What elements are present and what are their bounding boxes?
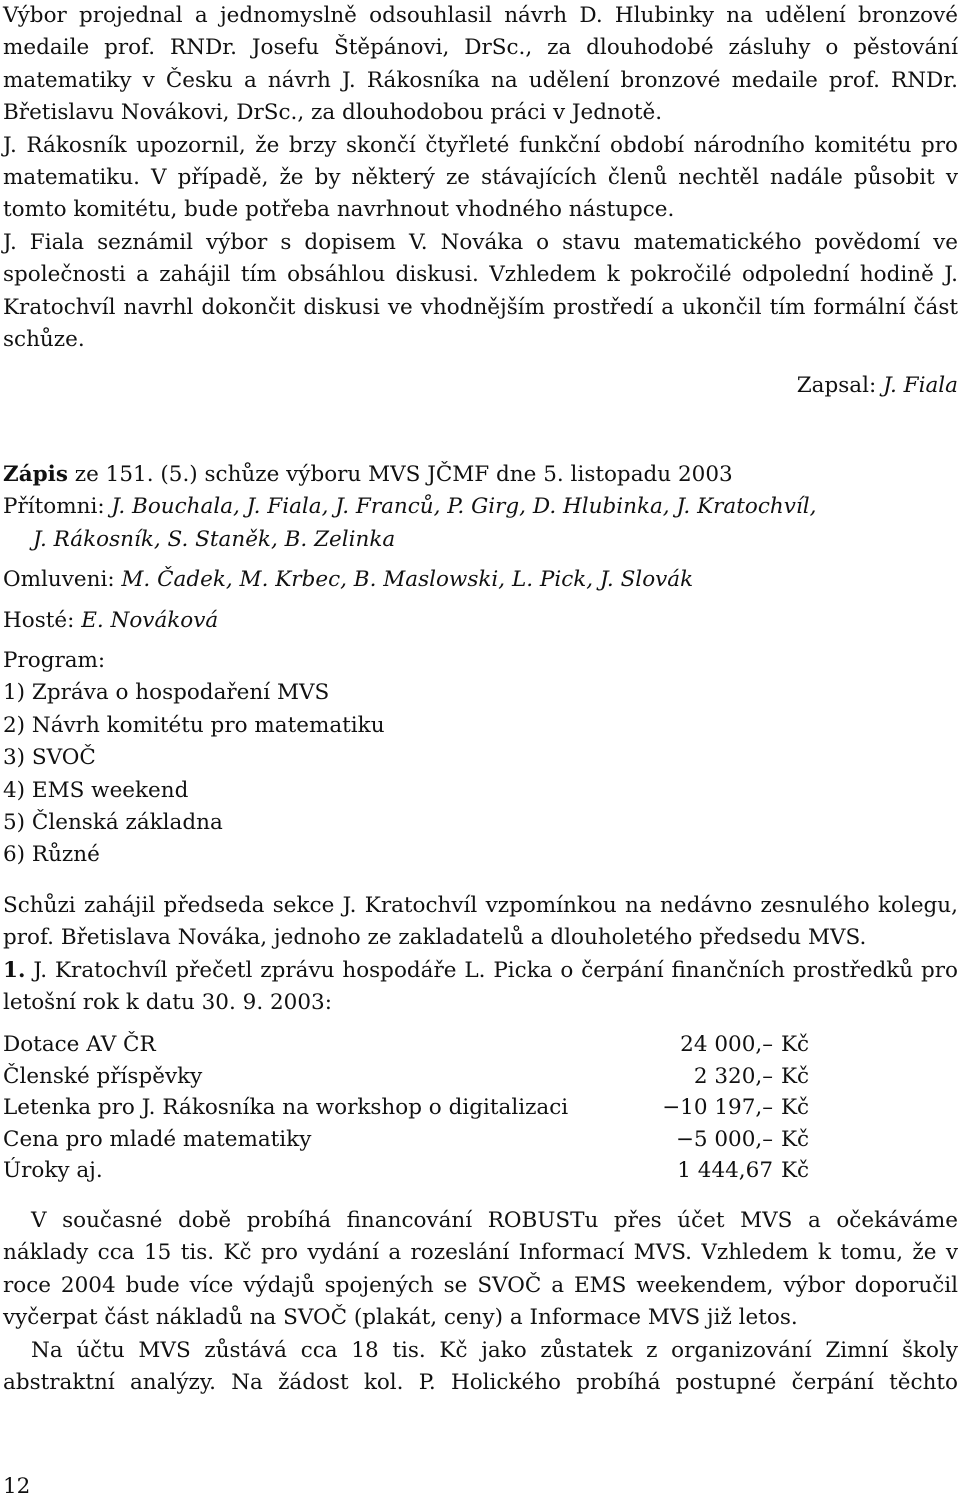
finance-label: Letenka pro J. Rákosníka na workshop o digitalizaci	[3, 1095, 569, 1121]
intro-paragraph-discussion: J. Fiala seznámil výbor s dopisem V. Nováka o stavu matematického povědomí ve společnosti a zahájil tím obsáhlou diskusi. Vzhledem k pokročilé odpolední hodině J. Kratochvíl navrhl dokončit diskusi ve vhodnějším prostředí a ukončil tím formální část schůze.	[3, 229, 958, 353]
finance-table	[3, 1029, 823, 1187]
finance-currency: Kč	[781, 1095, 810, 1121]
present-label: Přítomni:	[3, 494, 105, 520]
finance-currency: Kč	[781, 1063, 810, 1089]
item1-text: J. Kratochvíl přečetl zprávu hospodáře L. Picka o čerpání finančních prostředků pro letošní rok k datu 30. 9. 2003:	[3, 957, 958, 1015]
finance-row	[3, 1061, 823, 1093]
finance-label: Dotace AV ČR	[3, 1032, 156, 1058]
minutes-heading-text: ze 151. (5.) schůze výboru MVS JČMF dne 5. listopadu 2003	[74, 461, 733, 487]
attendance-excused	[3, 564, 958, 596]
excused-label: Omluveni:	[3, 567, 115, 593]
closing-paragraph-balance: Na účtu MVS zůstává cca 18 tis. Kč jako zůstatek z organizování Zimní školy abstraktní analýzy. Na žádost kol. P. Holického probíhá postupné čerpání těchto	[3, 1337, 958, 1395]
item1-paragraph	[3, 955, 958, 1020]
guests-names: E. Nováková	[81, 607, 219, 633]
finance-row	[3, 1029, 823, 1061]
program-label: Program:	[3, 647, 106, 673]
attendance-present	[3, 491, 958, 556]
finance-amount: −10 197,–	[662, 1095, 773, 1121]
program-item: 4) EMS weekend	[3, 777, 189, 803]
intro-paragraph-committee: J. Rákosník upozornil, že brzy skončí čtyřleté funkční období národního komitétu pro matematiku. V případě, že by některý ze stávajících členů nechtěl nadále působit v tomto komitétu, bude potřeba navrhnout vhodného nástupce.	[3, 132, 958, 223]
finance-row	[3, 1155, 823, 1187]
program-item: 6) Různé	[3, 842, 100, 868]
present-names-line2: J. Rákosník, S. Staněk, B. Zelinka	[33, 526, 396, 552]
item1-number: 1.	[3, 957, 26, 983]
finance-row	[3, 1124, 823, 1156]
finance-row	[3, 1092, 823, 1124]
finance-label: Členské příspěvky	[3, 1063, 203, 1089]
finance-amount: −5 000,–	[675, 1126, 773, 1152]
program-item: 2) Návrh komitétu pro matematiku	[3, 712, 385, 738]
signoff	[3, 370, 958, 402]
minutes-heading	[3, 459, 958, 491]
program-item: 3) SVOČ	[3, 745, 96, 771]
minutes-heading-bold: Zápis	[3, 461, 68, 487]
finance-currency: Kč	[781, 1126, 810, 1152]
finance-label: Cena pro mladé matematiky	[3, 1126, 312, 1152]
closing-paragraph-robust: V současné době probíhá financování ROBUSTu přes účet MVS a očekáváme náklady cca 15 tis. Kč pro vydání a rozeslání Informací MVS. Vzhledem k tomu, že v roce 2004 bude více výdajů spojených se SVOČ a EMS weekendem, výbor doporučil vyčerpat část nákladů na SVOČ (plakát, ceny) a Informace MVS již letos.	[3, 1207, 958, 1331]
present-names-line1: J. Bouchala, J. Fiala, J. Franců, P. Girg, D. Hlubinka, J. Kratochvíl,	[111, 494, 817, 520]
opening-paragraph: Schůzi zahájil předseda sekce J. Kratochvíl vzpomínkou na nedávno zesnulého kolegu, prof. Břetislava Nováka, jednoho ze zakladatelů a dlouholetého předsedu MVS.	[3, 892, 958, 951]
page-number: 12	[3, 1474, 31, 1499]
guests-label: Hosté:	[3, 607, 75, 633]
finance-amount: 2 320,–	[693, 1063, 773, 1089]
finance-amount: 1 444,67	[677, 1158, 773, 1184]
attendance-guests	[3, 605, 958, 637]
excused-names: M. Čadek, M. Krbec, B. Maslowski, L. Pick, J. Slovák	[121, 567, 694, 593]
finance-amount: 24 000,–	[680, 1032, 773, 1058]
intro-paragraph-medals: Výbor projednal a jednomyslně odsouhlasil návrh D. Hlubinky na udělení bronzové medaile prof. RNDr. Josefu Štěpánovi, DrSc., za dlouhodobé zásluhy o pěstování matematiky v Česku a návrh J. Rákosníka na udělení bronzové medaile prof. RNDr. Břetislavu Novákovi, DrSc., za dlouhodobou práci v Jednotě.	[3, 3, 958, 126]
finance-currency: Kč	[781, 1032, 810, 1058]
document-page	[3, 0, 958, 1399]
program-item: 1) Zpráva o hospodaření MVS	[3, 680, 330, 706]
program-item: 5) Členská základna	[3, 809, 223, 835]
signoff-name: J. Fiala	[883, 373, 958, 399]
program-list	[3, 677, 958, 871]
finance-label: Úroky aj.	[3, 1158, 103, 1184]
signoff-label: Zapsal:	[796, 373, 877, 399]
finance-currency: Kč	[781, 1158, 810, 1184]
